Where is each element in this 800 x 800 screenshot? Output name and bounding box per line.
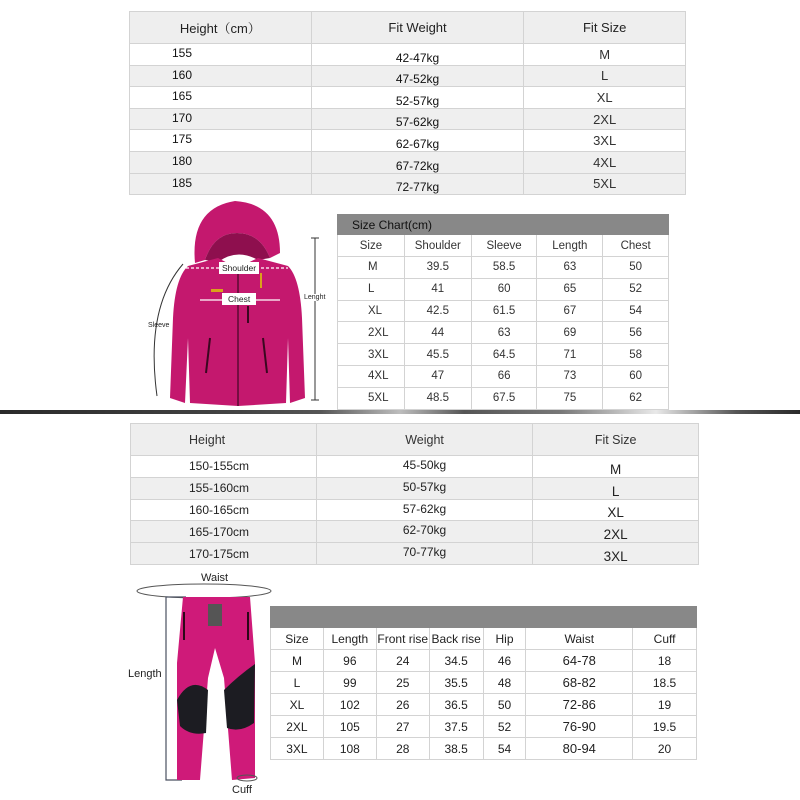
table-row [271,716,697,738]
waist-label: Waist [201,572,229,584]
cell-length: 71 [537,344,603,366]
table-row [338,344,669,366]
header-back-rise: Back rise [429,628,483,650]
header-weight: Weight [316,424,533,456]
cell-size: XL [533,499,699,521]
table-row [271,694,697,716]
table-row [130,65,686,87]
header-fit-size: Fit Size [524,12,686,44]
header-chest: Chest [603,235,669,257]
cell-shoulder: 47 [404,365,471,387]
table-row [271,650,697,672]
cell-sleeve: 63 [471,322,537,344]
jacket-diagram [140,198,335,408]
cell-size: L [338,278,405,300]
cell-chest: 58 [603,344,669,366]
cell-chest: 56 [603,322,669,344]
cell-weight: 57-62kg [316,499,533,521]
table-row [271,738,697,760]
cell-size: 2XL [524,108,686,130]
cell-front-rise: 27 [376,716,429,738]
cell-weight: 57-62kg [311,108,524,130]
cell-size: 3XL [271,738,324,760]
table-header-row [338,235,669,257]
pants-size-chart [270,606,697,760]
header-sleeve: Sleeve [471,235,537,257]
cell-size: 4XL [338,365,405,387]
cell-length: 96 [323,650,376,672]
table-row [131,543,699,565]
cell-length: 105 [323,716,376,738]
header-fit-size: Fit Size [533,424,699,456]
cell-size: 3XL [533,543,699,565]
cell-cuff: 19 [633,694,697,716]
cell-size: M [533,456,699,478]
table-row [131,456,699,478]
cell-size: 2XL [271,716,324,738]
size-chart-title-bar [271,607,697,628]
cell-back-rise: 37.5 [429,716,483,738]
cell-chest: 62 [603,387,669,409]
header-waist: Waist [526,628,633,650]
cell-size: XL [338,300,405,322]
cell-size: 3XL [338,344,405,366]
cell-shoulder: 42.5 [404,300,471,322]
cell-shoulder: 39.5 [404,257,471,279]
cell-cuff: 18.5 [633,672,697,694]
table-row [130,87,686,109]
cell-weight: 50-57kg [316,477,533,499]
cell-sleeve: 61.5 [471,300,537,322]
section-divider [0,410,800,414]
cell-cuff: 19.5 [633,716,697,738]
table-row [130,108,686,130]
cell-back-rise: 38.5 [429,738,483,760]
cell-height: 160 [130,65,312,87]
cell-height: 185 [130,173,312,195]
chest-label: Chest [222,293,256,305]
table-row [131,477,699,499]
cell-weight: 52-57kg [311,87,524,109]
table-header-row [271,628,697,650]
header-front-rise: Front rise [376,628,429,650]
table-header-row [131,424,699,456]
length-label: Length [128,668,162,680]
cell-size: L [533,477,699,499]
cell-length: 67 [537,300,603,322]
cell-chest: 60 [603,365,669,387]
header-hip: Hip [483,628,526,650]
cell-waist: 72-86 [526,694,633,716]
cell-hip: 48 [483,672,526,694]
cell-weight: 67-72kg [311,151,524,173]
table-header-row [130,12,686,44]
cell-shoulder: 41 [404,278,471,300]
cell-length: 108 [323,738,376,760]
cell-weight: 70-77kg [316,543,533,565]
cell-front-rise: 24 [376,650,429,672]
cell-hip: 46 [483,650,526,672]
pants-diagram [120,568,280,800]
cell-back-rise: 35.5 [429,672,483,694]
table-row [130,44,686,66]
cell-cuff: 18 [633,650,697,672]
cell-sleeve: 67.5 [471,387,537,409]
cell-height: 180 [130,151,312,173]
size-chart-title: Size Chart(cm) [338,215,669,235]
table-row [338,300,669,322]
table-row [130,151,686,173]
cell-waist: 76-90 [526,716,633,738]
header-cuff: Cuff [633,628,697,650]
table-row [338,365,669,387]
cell-height: 155-160cm [131,477,317,499]
length-label: Lenght [304,294,326,301]
cell-chest: 54 [603,300,669,322]
cell-sleeve: 64.5 [471,344,537,366]
cell-chest: 50 [603,257,669,279]
table-row [338,322,669,344]
cell-length: 75 [537,387,603,409]
table-row [338,257,669,279]
cell-weight: 62-70kg [316,521,533,543]
cell-hip: 54 [483,738,526,760]
cell-shoulder: 44 [404,322,471,344]
cell-length: 63 [537,257,603,279]
sleeve-label: Sleeve [148,322,170,329]
cell-weight: 47-52kg [311,65,524,87]
cell-cuff: 20 [633,738,697,760]
shoulder-label: Shoulder [219,262,259,274]
table-row [271,672,697,694]
cell-sleeve: 60 [471,278,537,300]
header-length: Length [323,628,376,650]
cell-size: XL [524,87,686,109]
pants-fit-table [130,423,699,565]
cell-waist: 80-94 [526,738,633,760]
cell-height: 170-175cm [131,543,317,565]
cell-length: 65 [537,278,603,300]
cell-length: 102 [323,694,376,716]
header-size: Size [271,628,324,650]
cell-size: 5XL [524,173,686,195]
pants-illustration [120,568,280,800]
cuff-label: Cuff [232,784,252,796]
cell-back-rise: 34.5 [429,650,483,672]
cell-weight: 45-50kg [316,456,533,478]
cell-front-rise: 26 [376,694,429,716]
table-row [130,130,686,152]
cell-weight: 72-77kg [311,173,524,195]
cell-height: 150-155cm [131,456,317,478]
cell-size: M [524,44,686,66]
logo-icon [211,289,223,292]
cell-length: 73 [537,365,603,387]
cell-hip: 52 [483,716,526,738]
table-row [131,521,699,543]
header-length: Length [537,235,603,257]
cell-shoulder: 45.5 [404,344,471,366]
header-shoulder: Shoulder [404,235,471,257]
cell-size: XL [271,694,324,716]
cell-size: 5XL [338,387,405,409]
cell-weight: 42-47kg [311,44,524,66]
cell-height: 165-170cm [131,521,317,543]
cell-sleeve: 58.5 [471,257,537,279]
cell-chest: 52 [603,278,669,300]
cell-size: M [271,650,324,672]
cell-size: L [524,65,686,87]
cell-waist: 68-82 [526,672,633,694]
cell-back-rise: 36.5 [429,694,483,716]
cell-height: 175 [130,130,312,152]
fly-flap [208,604,222,626]
header-height: Height（cm） [130,12,312,44]
cell-height: 165 [130,87,312,109]
jacket-size-chart [337,214,669,410]
cell-shoulder: 48.5 [404,387,471,409]
table-row [131,499,699,521]
cell-front-rise: 25 [376,672,429,694]
cell-size: 2XL [338,322,405,344]
cell-hip: 50 [483,694,526,716]
header-fit-weight: Fit Weight [311,12,524,44]
cell-size: M [338,257,405,279]
cell-size: 2XL [533,521,699,543]
cell-waist: 64-78 [526,650,633,672]
table-row [338,278,669,300]
cell-length: 99 [323,672,376,694]
cell-size: 3XL [524,130,686,152]
cell-length: 69 [537,322,603,344]
table-row [130,173,686,195]
cell-height: 170 [130,108,312,130]
jacket-fit-table [129,11,686,195]
header-size: Size [338,235,405,257]
cell-height: 155 [130,44,312,66]
cell-height: 160-165cm [131,499,317,521]
cell-sleeve: 66 [471,365,537,387]
cell-front-rise: 28 [376,738,429,760]
cell-size: L [271,672,324,694]
cell-weight: 62-67kg [311,130,524,152]
table-row [338,387,669,409]
cell-size: 4XL [524,151,686,173]
header-height: Height [131,424,317,456]
